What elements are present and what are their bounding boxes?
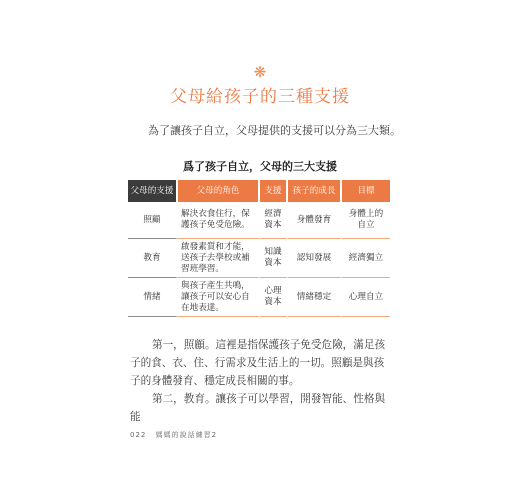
cell-support: 照顧 [128,202,178,239]
page-footer [130,430,217,440]
table-row [128,278,390,317]
table-title: 爲了孩子自立，父母的三大支援 [183,160,337,173]
cell-goal: 經濟獨立 [342,239,390,278]
page-number: 022 [130,431,147,439]
cell-goal: 身體上的自立 [342,202,390,239]
cell-resource: 知識資本 [260,239,288,278]
table-row [128,202,390,239]
cell-support: 教育 [128,239,178,278]
cell-growth: 情緒穩定 [288,278,342,317]
cell-growth: 認知發展 [288,239,342,278]
header-goal: 目標 [342,180,390,202]
support-table [128,180,390,317]
cell-resource: 經濟資本 [260,202,288,239]
cell-role: 解決衣食住行，保護孩子免受危險。 [178,202,260,239]
body-paragraph: 第二，教育。讓孩子可以學習，開發智能、性格與能 [130,393,386,423]
body-paragraph: 第一，照顧。這裡是指保護孩子免受危險，滿足孩子的食、衣、住、行需求及生活上的一切。照顧是與孩子的身體發育、穩定成長相關的事。 [130,339,386,387]
table-header-row [128,180,390,202]
book-title: 媽媽的說話練習2 [155,431,218,439]
header-growth: 孩子的成長 [288,180,342,202]
cell-goal: 心理自立 [342,278,390,317]
cell-growth: 身體發育 [288,202,342,239]
chapter-title: 父母給孩子的三種支援 [170,87,350,107]
header-support: 父母的支援 [128,180,178,202]
cell-role: 與孩子產生共鳴，讓孩子可以安心自在地表達。 [178,278,260,317]
table-row [128,239,390,278]
cell-resource: 心理資本 [260,278,288,317]
cell-role: 啟發素質和才能，送孩子去學校或補習班學習。 [178,239,260,278]
cell-support: 情緒 [128,278,178,317]
header-role: 父母的角色 [178,180,260,202]
intro-text: 為了讓孩子自立，父母提供的支援可以分為三大類。 [148,124,401,137]
header-resource: 支援 [260,180,288,202]
ornament-icon: ❋ [253,63,267,81]
